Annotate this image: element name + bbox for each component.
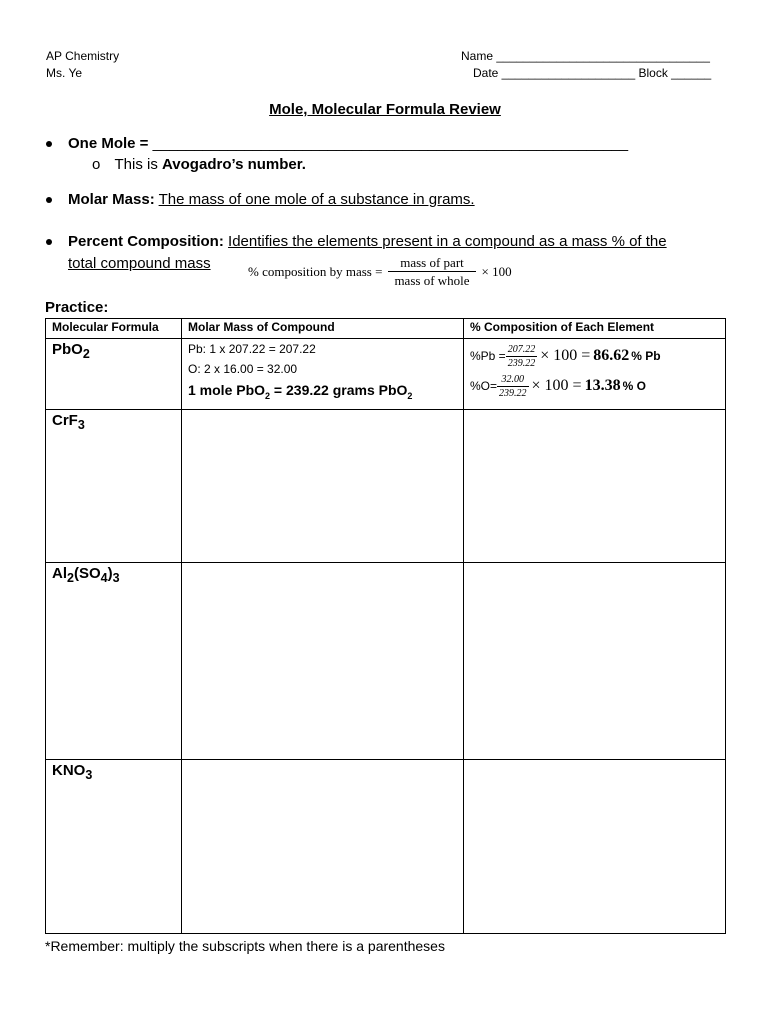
formula-denominator: mass of whole [394, 273, 470, 288]
molecular-formula: $KNO_3$ [52, 762, 93, 782]
formula-numerator: mass of part [388, 254, 475, 272]
formula-cell [46, 563, 182, 760]
avogadro-text: This is [114, 156, 163, 173]
molar-mass-cell[interactable] [182, 563, 464, 760]
molar-mass-line [68, 190, 475, 210]
percent-composition-formula [248, 254, 512, 289]
formula-fraction [388, 254, 475, 289]
percent-composition-definition-cont: total compound mass [68, 255, 211, 272]
one-mole-label: One Mole = [68, 135, 153, 152]
molar-mass-total: 1 mole PbO$_2$ = 239.22 grams PbO$_2$ [188, 382, 413, 401]
calc-line: Pb: 1 x 207.22 = 207.22 [188, 342, 316, 356]
table-row [46, 339, 726, 410]
formula-cell [46, 410, 182, 563]
column-header: Molar Mass of Compound [182, 319, 464, 339]
one-mole-line [68, 134, 628, 154]
page-title: Mole, Molecular Formula Review [269, 101, 501, 118]
percent-cell [464, 339, 726, 410]
column-header: Molecular Formula [46, 319, 182, 339]
formula-cell [46, 760, 182, 934]
bullet-dot [46, 197, 52, 203]
molecular-formula: CrF$_3$ [52, 412, 85, 432]
bullet-dot [46, 141, 52, 147]
table-row [46, 563, 726, 760]
avogadro-bold: Avogadro’s number. [162, 156, 306, 173]
formula-left: % composition by mass = [248, 263, 383, 279]
percent-cell[interactable] [464, 410, 726, 563]
table-row [46, 760, 726, 934]
percent-composition-line [68, 232, 667, 252]
percent-composition-definition: Identifies the elements present in a compound as a mass % of the [228, 233, 667, 250]
bullet-dot [46, 239, 52, 245]
column-header: % Composition of Each Element [464, 319, 726, 339]
avogadro-line [92, 155, 306, 175]
footnote: *Remember: multiply the subscripts when there is a parentheses [45, 938, 445, 954]
percent-o: %O= $\frac{32.00}{239.22}$ × 100 = 13.38 % O [470, 373, 646, 399]
table-row [46, 410, 726, 563]
molar-mass-definition: The mass of one mole of a substance in grams. [158, 191, 475, 208]
molar-mass-cell [182, 339, 464, 410]
course-name: AP Chemistry [46, 49, 120, 63]
table-header-row [46, 319, 726, 339]
date-block-field: Date ____________________ Block ______ [473, 66, 712, 80]
percent-pb: %Pb = $\frac{207.22}{239.22}$ × 100 = 86.62 % Pb [470, 343, 661, 369]
percent-cell[interactable] [464, 563, 726, 760]
practice-label: Practice: [45, 299, 109, 316]
sub-bullet-marker: o [92, 156, 101, 173]
formula-right: × 100 [481, 263, 512, 279]
one-mole-blank: _________________________________________________________ [152, 135, 629, 152]
molecular-formula: $Al_2(SO_4)_3$ [52, 565, 120, 585]
molar-mass-cell[interactable] [182, 410, 464, 563]
practice-table [45, 318, 726, 934]
teacher-name: Ms. Ye [46, 66, 83, 80]
molecular-formula: PbO$_2$ [52, 341, 90, 361]
percent-composition-label: Percent Composition: [68, 233, 224, 250]
formula-cell [46, 339, 182, 410]
molar-mass-cell[interactable] [182, 760, 464, 934]
calc-line: O: 2 x 16.00 = 32.00 [188, 362, 298, 376]
student-name-field: Name ________________________________ [461, 49, 710, 63]
percent-cell[interactable] [464, 760, 726, 934]
molar-mass-label: Molar Mass: [68, 191, 155, 208]
